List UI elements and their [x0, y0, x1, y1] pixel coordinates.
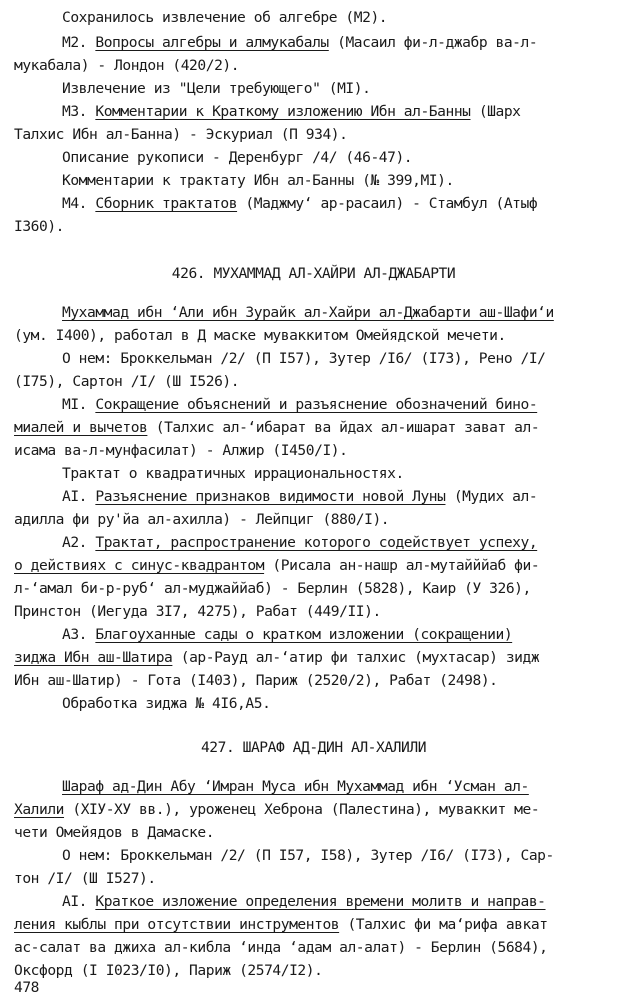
work-title: Краткое изложение определения времени молитв и направ- [95, 893, 546, 910]
text-line: л-‘амал би-р-руб‘ ал-муджаййаб) - Берлин (5828), Каир (У 326), [14, 580, 531, 597]
work-title: Трактат, распространение которого содействует успеху, [95, 534, 538, 551]
section-heading-427: 427. ШАРАФ АД-ДИН АЛ-ХАЛИЛИ [200, 739, 427, 756]
text-line: о действиях с синус-квадрантом (Рисала ан-нашр ал-мутайййаб фи- [14, 557, 540, 574]
text-line: Описание рукописи - Деренбург /4/ (46-47). [62, 149, 413, 166]
text-line: Принстон (Иегуда 3I7, 4275), Рабат (449/II). [14, 603, 381, 620]
manuscript-entry-a3: А3. Благоуханные сады о кратком изложении (сокращении) [62, 626, 513, 643]
text-line: Извлечение из "Цели требующего" (МI). [62, 80, 371, 97]
text-line: ас-салат ва джиха ал-кибла ‘инда ‘адам ал-алат) - Берлин (5684), [14, 939, 548, 956]
work-title: Халили [14, 801, 65, 818]
work-title: Комментарии к Краткому изложению Ибн ал-Банны [95, 103, 471, 120]
work-title: о действиях с синус-квадрантом [14, 557, 265, 574]
text-line: мукабала) - Лондон (420/2). [14, 57, 240, 74]
manuscript-entry-a1: АI. Разъяснение признаков видимости новой Луны (Мудих ал- [62, 488, 538, 505]
page-number: 478 [14, 979, 40, 996]
manuscript-entry-m3: М3. Комментарии к Краткому изложению Ибн ал-Банны (Шарх [62, 103, 521, 120]
manuscript-entry-m2: М2. Вопросы алгебры и алмукабалы (Масаил фи-л-джабр ва-л- [62, 34, 538, 51]
author-name-line: Мухаммад ибн ‘Али ибн Зурайк ал-Хайри ал-Джабарти аш-Шафи‘и [62, 304, 554, 321]
text-line: миалей и вычетов (Талхис ал-‘ибарат ва йдах ал-ишарат зават ал- [14, 419, 540, 436]
text-line: О нем: Броккельман /2/ (П I57, I58), Зутер /I6/ (I73), Сар- [62, 847, 554, 864]
text-line: ления кыблы при отсутствии инструментов (Талхис фи ма‘рифа авкат [14, 916, 548, 933]
text-line: (I75), Сартон /I/ (Ш I526). [14, 373, 240, 390]
text-line: (ум. I400), работал в Д маске муваккитом Омейядской мечети. [14, 327, 506, 344]
work-title: ления кыблы при отсутствии инструментов [14, 916, 340, 933]
work-title: Сокращение объяснений и разъяснение обозначений бино- [95, 396, 538, 413]
manuscript-entry-m1: МI. Сокращение объяснений и разъяснение обозначений бино- [62, 396, 538, 413]
text-line: Комментарии к трактату Ибн ал-Банны (№ 399,МI). [62, 172, 454, 189]
work-title: миалей и вычетов [14, 419, 148, 436]
text-line: тон /I/ (Ш I527). [14, 870, 156, 887]
text-line: Оксфорд (I I023/I0), Париж (2574/I2). [14, 962, 323, 979]
manuscript-entry-m4: М4. Сборник трактатов (Маджму‘ ар-расаил) - Стамбул (Атыф [62, 195, 538, 212]
text-line: Ибн аш-Шатир) - Гота (I403), Париж (2520/2), Рабат (2498). [14, 672, 498, 689]
manuscript-entry-a1-427: АI. Краткое изложение определения времени молитв и направ- [62, 893, 546, 910]
manuscript-entry-a2: А2. Трактат, распространение которого содействует успеху, [62, 534, 538, 551]
work-title: Разъяснение признаков видимости новой Луны [95, 488, 446, 505]
text-line: Талхис Ибн ал-Банна) - Эскуриал (П 934). [14, 126, 348, 143]
section-heading-426: 426. МУХАММАД АЛ-ХАЙРИ АЛ-ДЖАБАРТИ [171, 265, 456, 282]
text-line: исама ва-л-мунфасилат) - Алжир (I450/I). [14, 442, 348, 459]
work-title: Сборник трактатов [95, 195, 238, 212]
text-line: Обработка зиджа № 4I6,А5. [62, 695, 271, 712]
work-title: зиджа Ибн аш-Шатира [14, 649, 173, 666]
work-title: Вопросы алгебры и алмукабалы [95, 34, 329, 51]
text-line: О нем: Броккельман /2/ (П I57), Зутер /I6/ (I73), Рено /I/ [62, 350, 546, 367]
text-line: адилла фи ру'йа ал-ахилла) - Лейпциг (880/I). [14, 511, 390, 528]
text-line: чети Омейядов в Дамаске. [14, 824, 215, 841]
text-line: I360). [14, 218, 65, 235]
text-line: зиджа Ибн аш-Шатира (ар-Рауд ал-‘атир фи талхис (мухтасар) зидж [14, 649, 540, 666]
text-line: Халили (XIУ-ХУ вв.), уроженец Хеброна (Палестина), муваккит ме- [14, 801, 540, 818]
author-name-line: Шараф ад-Дин Абу ‘Имран Муса ибн Мухаммад ибн ‘Усман ал- [62, 778, 529, 795]
text-line: Трактат о квадратичных иррациональностях. [62, 465, 404, 482]
work-title: Благоуханные сады о кратком изложении (сокращении) [95, 626, 513, 643]
text-line: Сохранилось извлечение об алгебре (М2). [62, 9, 388, 26]
